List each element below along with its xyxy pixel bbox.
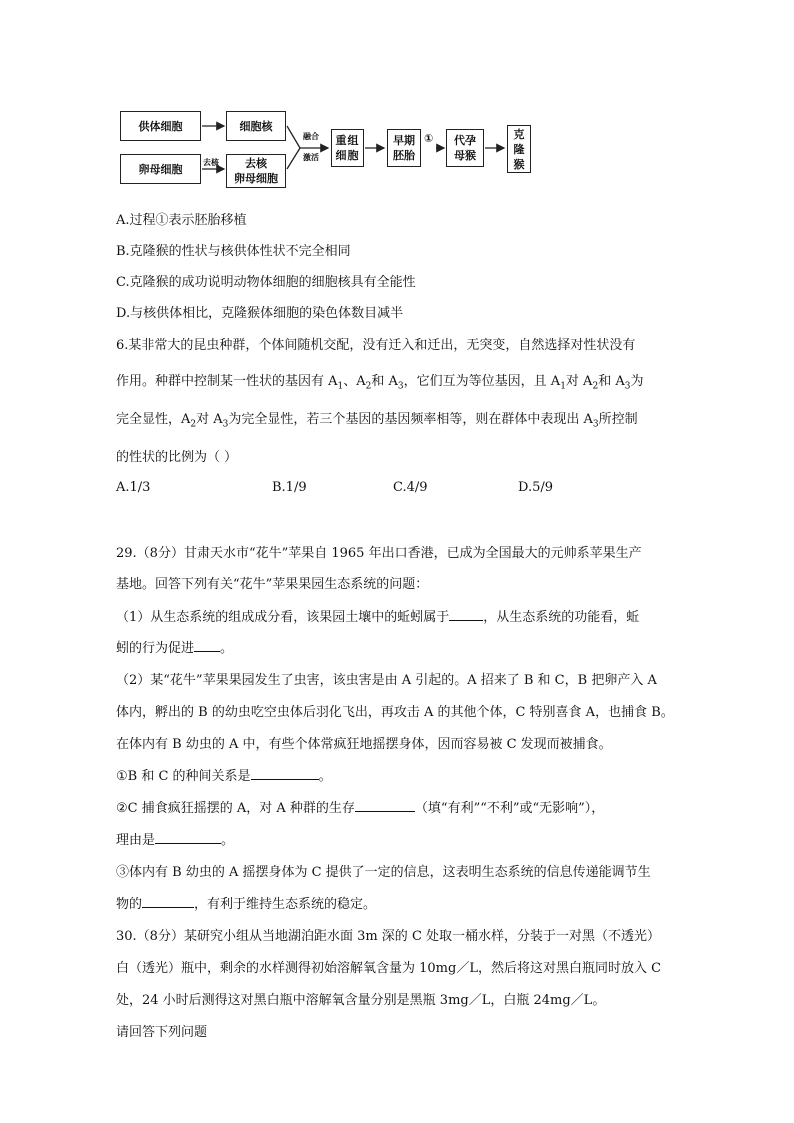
enucleate-label: 去核 [203, 158, 219, 167]
q6-line4: 的性状的比例为（ ） [116, 450, 238, 465]
surrogate-box [446, 129, 484, 167]
q6-option-b: B.1/9 [272, 480, 307, 495]
q6-text: 完全显性，A [116, 412, 191, 427]
q30-line1: 30.（8分）某研究小组从当地湖泊距水面 3m 深的 C 处取一桶水样，分装于一对黑（不透光） [116, 929, 661, 944]
q6-line3 [116, 408, 638, 430]
answer-blank[interactable] [155, 831, 221, 844]
q6-sub: 3 [624, 381, 631, 392]
q30-line2: 白（透光）瓶中，剩余的水样测得初始溶解氧含量为 10mg／L，然后将这对黑白瓶同时放入 C [116, 961, 662, 976]
q6-option-c: C.4/9 [393, 480, 428, 495]
q29-text: 蚓的行为促进 [116, 641, 195, 656]
q29-line9 [116, 797, 604, 816]
q6-option-d: D.5/9 [518, 480, 554, 495]
answer-blank[interactable] [355, 799, 415, 812]
q29-text: 理由是 [116, 833, 156, 848]
q6-sub: 3 [222, 419, 229, 430]
q29-line5: （2）某“花牛”苹果果园发生了虫害，该虫害是由 A 引起的。A 招来了 B 和 C，B 把卵产入 A [116, 673, 657, 688]
answer-blank[interactable] [194, 639, 220, 652]
early-embryo-label: 早期胚胎 [393, 134, 415, 162]
step-marker: ① [424, 132, 434, 145]
enucleated-oocyte-box [226, 154, 286, 188]
q6-text: 作用。种群中控制某一性状的基因有 A [116, 374, 338, 389]
donor-cell-label: 供体细胞 [138, 119, 183, 133]
q5-option-a: A.过程①表示胚胎移植 [116, 213, 247, 228]
enucleated-oocyte-line1: 去核 [245, 157, 267, 170]
q29-text: 。 [318, 769, 332, 784]
q30-line3: 处，24 小时后测得这对黑白瓶中溶解氧含量分别是黑瓶 3mg／L，白瓶 24mg／L。 [116, 993, 606, 1008]
oocyte-label: 卵母细胞 [138, 162, 183, 176]
surrogate-label: 代孕母猴 [454, 134, 476, 162]
q6-text: 所控制 [598, 412, 638, 427]
q29-text: 。 [221, 833, 235, 848]
q29-line6: 体内，孵出的 B 的幼虫吃空虫体后羽化飞出，再攻击 A 的其他个体，C 特别喜食 A，也捕食 B。 [116, 705, 674, 720]
q6-sub: 2 [592, 381, 599, 392]
q29-text: ，有利于维持生态系统的稳定。 [194, 897, 377, 912]
q5-option-b: B.克隆猴的性状与核供体性状不完全相同 [116, 244, 351, 259]
q6-sub: 3 [397, 381, 404, 392]
nucleus-label: 细胞核 [239, 119, 273, 133]
donor-cell-box [120, 111, 201, 141]
q29-line4 [116, 637, 233, 656]
clone-box [507, 125, 531, 173]
q6-text: ，它们互为等位基因，且 A [403, 374, 561, 389]
q30-line4: 请回答下列问题 [116, 1025, 208, 1040]
q5-option-c: C.克隆猴的成功说明动物体细胞的细胞核具有全能性 [116, 275, 416, 290]
q6-text: 和 A [371, 374, 398, 389]
q29-line7: 在体内有 B 幼虫的 A 中，有些个体常疯狂地摇摆身体，因而容易被 C 发现而被捕食。 [116, 737, 612, 752]
q29-text: ①B 和 C 的种间关系是 [116, 769, 251, 784]
recon-cell-box [331, 129, 364, 167]
q29-text: 物的 [116, 897, 143, 912]
enucleated-oocyte-line2: 卵母细胞 [234, 172, 278, 185]
q6-sub: 3 [592, 419, 599, 430]
q29-line12 [116, 893, 376, 912]
q29-line8 [116, 765, 332, 784]
answer-blank[interactable] [449, 608, 483, 621]
q29-line11: ③体内有 B 幼虫的 A 摇摆身体为 C 提供了一定的信息，这表明生态系统的信息传递能调节生 [116, 865, 651, 880]
q29-line10 [116, 829, 234, 848]
q29-line1: 29.（8分）甘肃天水市“花牛”苹果自 1965 年出口香港，已成为全国最大的元帅系苹果生产 [116, 546, 642, 561]
q29-line2: 基地。回答下列有关“花牛”苹果果园生态系统的问题： [116, 577, 429, 592]
early-embryo-box [387, 129, 421, 167]
q6-sub: 1 [560, 381, 566, 392]
q29-text: （填“有利”“不利”或“无影响”）， [414, 801, 605, 816]
q6-text: 对 A [196, 412, 223, 427]
answer-blank[interactable] [251, 767, 319, 780]
q6-text: 、A [343, 374, 366, 389]
q6-sub: 2 [365, 381, 372, 392]
recon-cell-label: 重组细胞 [335, 134, 360, 162]
fusion-label: 融合 [303, 132, 319, 141]
q6-sub: 1 [337, 381, 344, 392]
q6-text: 和 A [598, 374, 625, 389]
q29-line3 [116, 606, 639, 625]
q6-line1: 6.某非常大的昆虫种群，个体间随机交配，没有迁入和迁出，无突变，自然选择对性状没有 [116, 338, 636, 353]
q29-text: ②C 捕食疯狂摇摆的 A，对 A 种群的生存 [116, 801, 355, 816]
clone-label: 克隆猴 [513, 127, 525, 171]
q6-text: 为完全显性，若三个基因的基因频率相等，则在群体中表现出 A [228, 412, 593, 427]
activation-label: 激活 [303, 153, 319, 162]
oocyte-box [120, 154, 201, 184]
q6-sub: 2 [190, 419, 197, 430]
q6-option-a: A.1/3 [116, 480, 151, 495]
q6-text: 对 A [565, 374, 593, 389]
q29-text: （1）从生态系统的组成成分看，该果园土壤中的蚯蚓属于 [116, 610, 450, 625]
q5-option-d: D.与核供体相比，克隆猴体细胞的染色体数目减半 [116, 306, 404, 321]
q6-text: 为 [630, 374, 644, 389]
q6-line2 [116, 370, 643, 392]
answer-blank[interactable] [142, 895, 194, 908]
q29-text: ，从生态系统的功能看，蚯 [483, 610, 640, 625]
nucleus-box [226, 111, 286, 141]
q29-text: 。 [220, 641, 234, 656]
